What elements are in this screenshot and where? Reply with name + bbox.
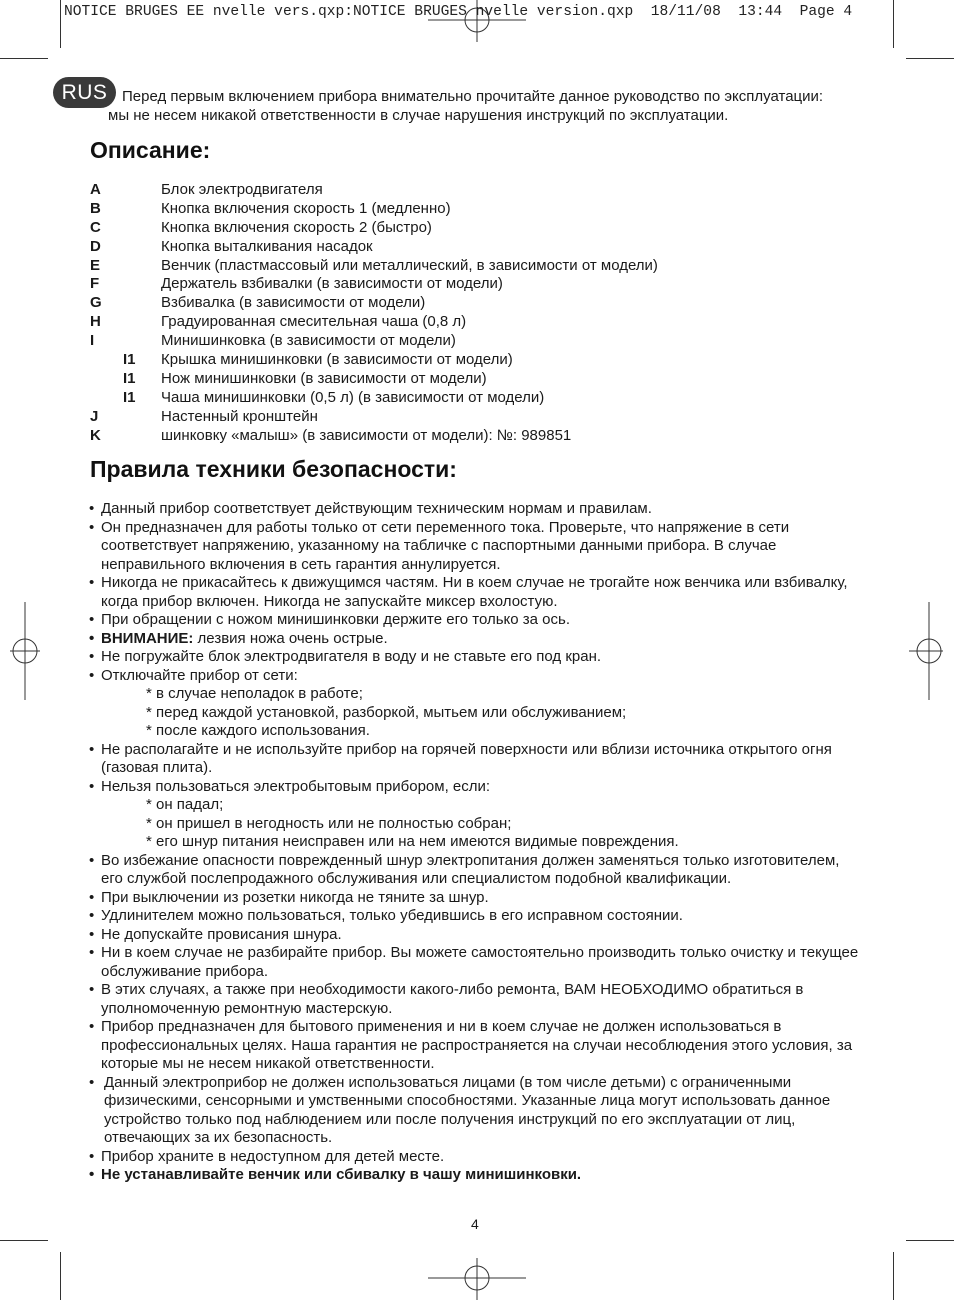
intro-line-1: Перед первым включением прибора внимательно прочитайте данное руководство по эксплуатации:	[122, 88, 824, 105]
bullet-icon: •	[89, 907, 95, 924]
item-text: Градуированная смесительная чаша (0,8 л)	[161, 313, 467, 331]
item-text: Не погружайте блок электродвигателя в воду и не ставьте его под кран.	[101, 648, 602, 665]
item-text: Кнопка выталкивания насадок	[161, 237, 373, 255]
item-text: Блок электродвигателя	[161, 181, 323, 198]
item-text: Не устанавливайте венчик или сбивалку в чашу минишинковки.	[101, 1166, 582, 1183]
list-item	[89, 667, 859, 686]
bullet-icon: •	[89, 1147, 95, 1165]
bullet-icon: •	[89, 740, 95, 758]
bullet-icon: •	[89, 1018, 95, 1035]
bullet-icon: •	[89, 648, 95, 665]
item-text: Чаша минишинковки (0,5 л) (в зависимости от модели)	[161, 388, 545, 406]
bullet-icon: •	[89, 1073, 95, 1091]
item-letter: B	[90, 199, 101, 217]
sub-item: * он пришел в негодность или не полностью собран;	[146, 814, 512, 832]
sub-item: * его шнур питания неисправен или на нем имеются видимые повреждения.	[146, 833, 679, 850]
list-item	[89, 944, 859, 981]
item-letter: G	[90, 294, 102, 312]
item-text	[101, 630, 859, 649]
bullet-icon: •	[89, 981, 95, 998]
bullet-icon: •	[89, 888, 95, 906]
item-text: шинковку «малыш» (в зависимости от модели): №: 989851	[161, 426, 572, 444]
item-text: Во избежание опасности поврежденный шнур электропитания должен заменяться только изготовителем, его службой послепродажного обслуживания или специалистом подобной квалификации.	[101, 851, 840, 887]
list-item	[89, 778, 859, 797]
crop-mark-bottom-left-h	[0, 1240, 48, 1241]
safety-list	[89, 500, 859, 1185]
item-text: Венчик (пластмассовый или металлический, в зависимости от модели)	[161, 256, 658, 274]
intro-text	[108, 87, 823, 125]
item-text: При обращении с ножом минишинковки держите его только за ось.	[101, 611, 570, 628]
crop-mark-top-left-h	[0, 58, 48, 59]
list-item	[89, 519, 859, 575]
item-letter: I	[90, 332, 95, 350]
item-letter: D	[90, 237, 101, 255]
item-text: Ни в коем случае не разбирайте прибор. Вы можете самостоятельно производить только очистку и текущее обслуживание прибора.	[101, 944, 859, 980]
item-text: Крышка минишинковки (в зависимости от модели)	[161, 351, 513, 369]
item-text: Данный прибор соответствует действующим техническим нормам и правилам.	[101, 500, 652, 517]
item-text: Кнопка включения скорость 2 (быстро)	[161, 218, 432, 236]
item-letter: K	[90, 426, 101, 444]
list-item	[89, 648, 859, 667]
sub-item: * перед каждой установкой, разборкой, мытьем или обслуживанием;	[146, 703, 627, 721]
list-item	[89, 852, 859, 889]
item-text: Отключайте прибор от сети:	[101, 666, 298, 684]
crop-mark-top-right-h	[906, 58, 954, 59]
crop-mark-bottom-left	[60, 1252, 61, 1300]
item-letter: E	[90, 256, 101, 274]
crop-mark-top-right	[893, 0, 894, 48]
registration-mark-left-icon	[10, 602, 40, 700]
bullet-icon: •	[89, 611, 95, 628]
item-text: Настенный кронштейн	[161, 407, 318, 425]
registration-mark-bottom-icon	[428, 1258, 526, 1300]
bullet-icon: •	[89, 629, 95, 647]
item-text: Держатель взбивалки (в зависимости от модели)	[161, 275, 503, 293]
item-text: Нельзя пользоваться электробытовым прибором, если:	[101, 777, 491, 795]
bullet-icon: •	[89, 1166, 95, 1183]
item-letter: F	[90, 275, 100, 293]
list-item	[89, 630, 859, 649]
crop-mark-bottom-right-h	[906, 1240, 954, 1241]
item-text: Прибор предназначен для бытового применения и ни в коем случае не должен использоваться в профессиональных целях. Наша гарантия не распространяется на случаи несоблюдения этого условия, за которые мы не несем никакой ответственности.	[101, 1018, 853, 1072]
page-number: 4	[471, 1216, 479, 1232]
item-letter: A	[90, 181, 101, 198]
sub-item: * в случае неполадок в работе;	[146, 685, 363, 702]
bullet-icon: •	[89, 944, 95, 961]
item-letter: I1	[123, 388, 136, 406]
item-text: Нож минишинковки (в зависимости от модели)	[161, 369, 487, 387]
bullet-icon: •	[89, 925, 95, 943]
item-letter: I1	[123, 351, 136, 369]
item-text: Не располагайте и не используйте прибор на горячей поверхности или вблизи источника открытого огня (газовая плита).	[101, 740, 832, 776]
bullet-icon: •	[89, 518, 95, 536]
bullet-icon: •	[89, 500, 95, 517]
item-text: Прибор храните в недоступном для детей месте.	[101, 1147, 445, 1165]
list-item	[89, 926, 859, 945]
list-item	[89, 574, 859, 611]
list-item	[89, 889, 859, 908]
bullet-icon: •	[89, 777, 95, 795]
list-item	[89, 1074, 859, 1148]
item-letter: I1	[123, 369, 136, 387]
item-text: При выключении из розетки никогда не тяните за шнур.	[101, 888, 489, 906]
description-title: Описание:	[90, 137, 211, 163]
crop-mark-bottom-right	[893, 1252, 894, 1300]
language-badge: RUS	[53, 77, 116, 108]
list-item	[89, 907, 859, 926]
bullet-icon: •	[89, 574, 95, 591]
item-text: Не допускайте провисания шнура.	[101, 925, 342, 943]
list-item	[89, 981, 859, 1018]
sub-item: * он падал;	[146, 796, 224, 813]
list-item	[89, 1018, 859, 1074]
item-letter: C	[90, 218, 101, 236]
item-letter: H	[90, 313, 101, 331]
list-item	[89, 500, 859, 519]
item-text: Он предназначен для работы только от сети переменного тока. Проверьте, что напряжение в сети соответствует напряжению, указанному на табличке с паспортными данными прибора. В случае неправильного включения в сеть гарантия аннулируется.	[101, 518, 790, 573]
item-text: Данный электроприбор не должен использоваться лицами (в том числе детьми) с ограниченными физическими, сенсорными и умственными способностями. Указанные лица могут использовать данное устройство только под наблюдением или после получения инструкций по его эксплуатации от лиц, отвечающих за их безопасность.	[104, 1073, 831, 1146]
registration-mark-right-icon	[909, 602, 943, 700]
item-letter: J	[90, 407, 99, 425]
list-item	[89, 611, 859, 630]
item-text: Никогда не прикасайтесь к движущимся частям. Ни в коем случае не трогайте нож венчика или взбивалку, когда прибор включен. Никогда не запускайте миксер вхолостую.	[101, 574, 848, 610]
item-text: В этих случаях, а также при необходимости какого-либо ремонта, ВАМ НЕОБХОДИМО обратиться в уполномоченную ремонтную мастерскую.	[101, 981, 804, 1017]
intro-line-2: мы не несем никакой ответственности в случае нарушения инструкций по эксплуатации.	[108, 107, 729, 124]
bullet-icon: •	[89, 851, 95, 869]
print-header: NOTICE BRUGES EE nvelle vers.qxp:NOTICE BRUGES nvelle version.qxp 18/11/08 13:44 Page 4	[64, 4, 853, 20]
sub-item: * после каждого использования.	[146, 722, 370, 739]
item-text: Взбивалка (в зависимости от модели)	[161, 294, 426, 312]
warning-text: лезвия ножа очень острые.	[193, 629, 388, 647]
bullet-icon: •	[89, 666, 95, 684]
list-item	[89, 1148, 859, 1167]
list-item	[89, 741, 859, 778]
item-text: Удлинителем можно пользоваться, только убедившись в его исправном состоянии.	[101, 907, 683, 924]
item-text: Кнопка включения скорость 1 (медленно)	[161, 199, 451, 217]
safety-title: Правила техники безопасности:	[90, 456, 457, 482]
list-item	[89, 1166, 859, 1185]
crop-mark-top-left	[60, 0, 61, 48]
item-text: Минишинковка (в зависимости от модели)	[161, 332, 456, 350]
warning-label: ВНИМАНИЕ:	[101, 629, 194, 647]
